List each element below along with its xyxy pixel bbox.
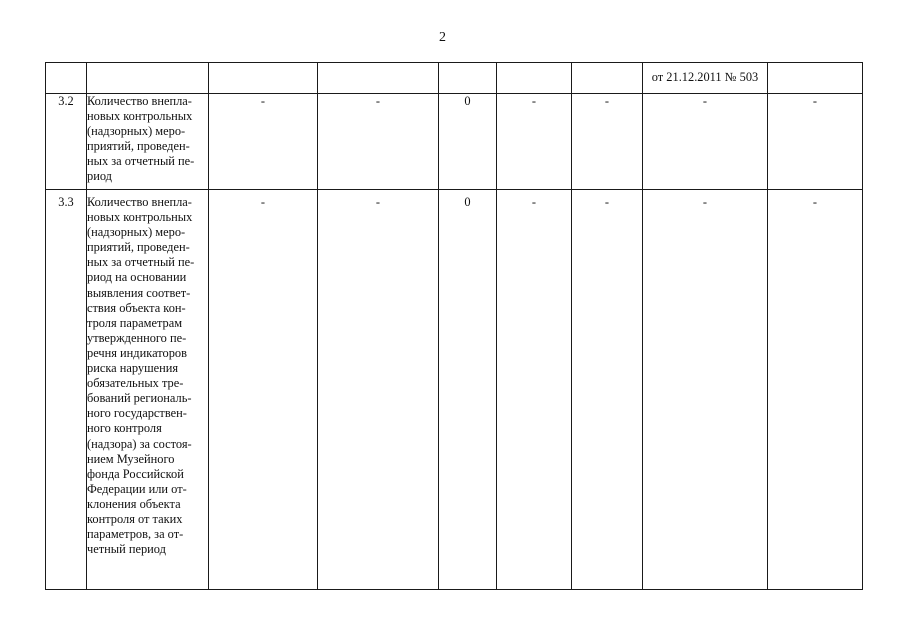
description-line: (надзора) за состоя- — [87, 436, 192, 451]
header-cell — [209, 63, 318, 94]
description-line: утвержденного пе- — [87, 330, 187, 345]
page-number: 2 — [439, 30, 446, 45]
description-line: Федерации или от- — [87, 481, 187, 496]
value-cell: 0 — [439, 94, 497, 190]
description-line: риод — [87, 169, 112, 184]
description-line: приятий, проведен- — [87, 240, 190, 255]
description-line: троля параметрам — [87, 315, 183, 330]
value-cell: 0 — [439, 190, 497, 590]
description-line: речня индикаторов — [87, 345, 187, 360]
description-line: нием Музейного — [87, 451, 175, 466]
header-cell — [768, 63, 863, 94]
description-line: риод на основании — [87, 270, 187, 285]
value-cell: - — [209, 190, 318, 590]
table-header-row — [46, 63, 863, 94]
description-line: бований региональ- — [87, 391, 192, 406]
description-line: ствия объекта кон- — [87, 300, 186, 315]
description-line: новых контрольных — [87, 210, 193, 225]
description-line: новых контрольных — [87, 109, 193, 124]
description-line: выявления соответ- — [87, 285, 191, 300]
description-line: контроля от таких — [87, 511, 183, 526]
value-cell: - — [318, 94, 439, 190]
value-cell: - — [643, 190, 768, 590]
table-row — [46, 190, 863, 590]
description-line: четный период — [87, 542, 166, 557]
row-number: 3.2 — [46, 94, 87, 190]
value-cell: - — [643, 94, 768, 190]
description-line: ных за отчетный пе- — [87, 154, 195, 169]
value-cell: - — [318, 190, 439, 590]
row-number: 3.3 — [46, 190, 87, 590]
description-line: ного контроля — [87, 421, 162, 436]
value-cell: - — [768, 94, 863, 190]
description-line: ного государствен- — [87, 406, 187, 421]
description-line: клонения объекта — [87, 496, 181, 511]
header-note: от 21.12.2011 № 503 — [643, 63, 768, 94]
description-line: Количество внепла- — [87, 195, 192, 209]
indicator-table — [45, 62, 863, 590]
header-cell — [439, 63, 497, 94]
description-line: Количество внепла- — [87, 94, 192, 108]
value-cell: - — [497, 190, 572, 590]
value-cell: - — [572, 94, 643, 190]
header-cell — [87, 63, 209, 94]
header-cell — [497, 63, 572, 94]
value-cell: - — [572, 190, 643, 590]
description-line: фонда Российской — [87, 466, 184, 481]
description-line: приятий, проведен- — [87, 139, 190, 154]
header-cell — [46, 63, 87, 94]
value-cell: - — [497, 94, 572, 190]
header-cell — [572, 63, 643, 94]
header-cell — [318, 63, 439, 94]
value-cell: - — [768, 190, 863, 590]
description-line: обязательных тре- — [87, 376, 184, 391]
row-description — [87, 190, 209, 590]
description-line: (надзорных) меро- — [87, 225, 186, 240]
row-description — [87, 94, 209, 190]
description-line: параметров, за от- — [87, 527, 184, 542]
description-line: риска нарушения — [87, 361, 179, 376]
table-row — [46, 94, 863, 190]
description-line: ных за отчетный пе- — [87, 255, 195, 270]
value-cell: - — [209, 94, 318, 190]
description-line: (надзорных) меро- — [87, 124, 186, 139]
